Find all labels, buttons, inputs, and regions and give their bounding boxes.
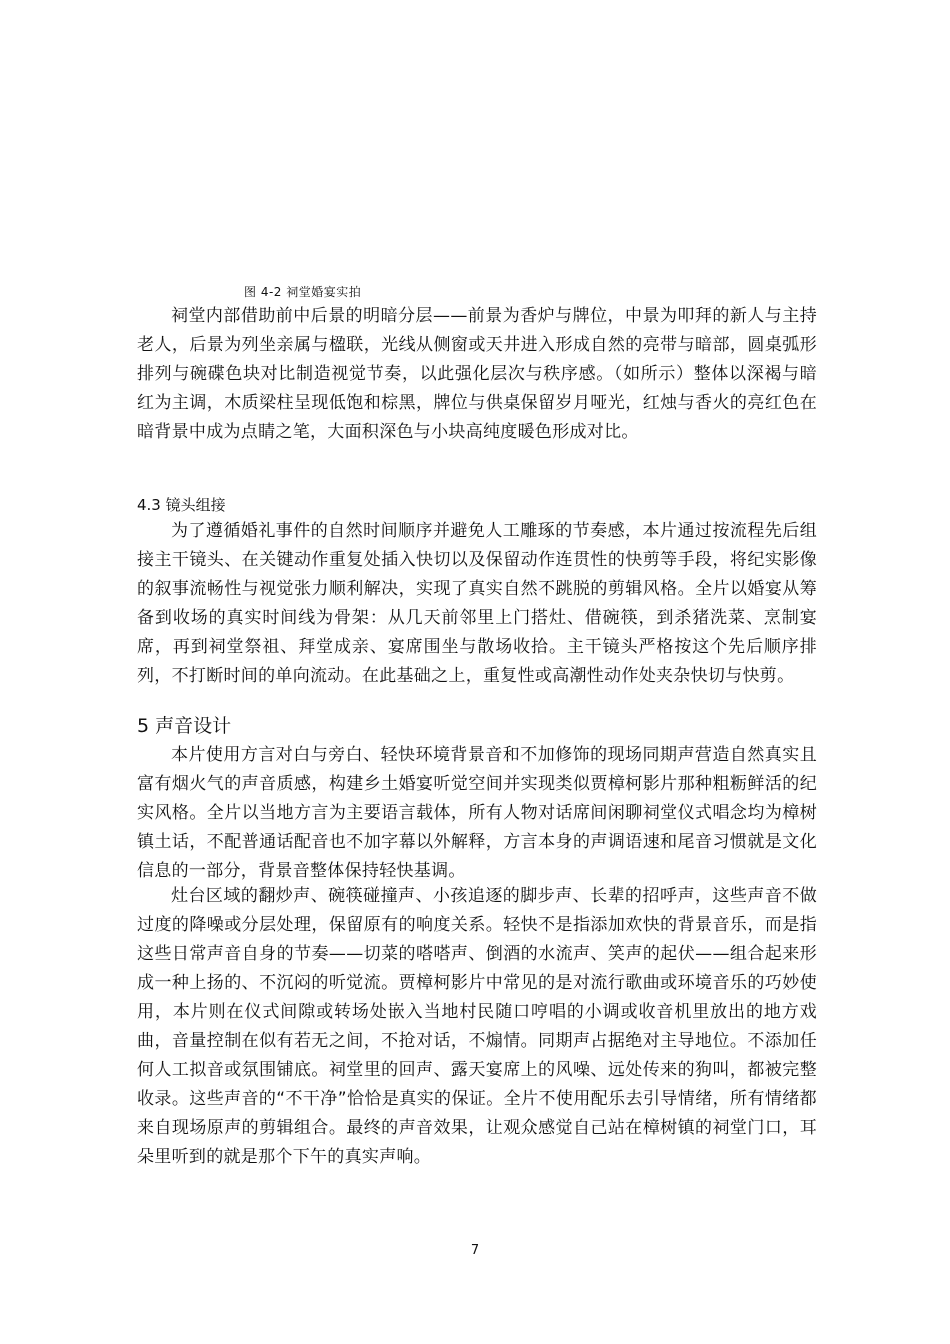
section-heading-editing: 4.3 镜头组接: [137, 496, 226, 514]
section-heading-sound: 5 声音设计: [137, 715, 232, 737]
paragraph-sound-dialect: 本片使用方言对白与旁白、轻快环境背景音和不加修饰的现场同期声营造自然真实且富有烟火气的声音质感，构建乡土婚宴听觉空间并实现类似贾樟柯影片那种粗粝鲜活的纪实风格。全片以当地方言为主要语言载体，所有人物对话席间闲聊祠堂仪式唱念均为樟树镇土话，不配普通话配音也不加字幕以外解释，方言本身的声调语速和尾音习惯就是文化信息的一部分，背景音整体保持轻快基调。: [137, 745, 817, 881]
paragraph-lighting-color: 祠堂内部借助前中后景的明暗分层——前景为香炉与牌位，中景为叩拜的新人与主持老人，后景为列坐亲属与楹联，光线从侧窗或天井进入形成自然的亮带与暗部，圆桌弧形排列与碗碟色块对比制造视觉节奏，以此强化层次与秩序感。（如所示）整体以深褐与暗红为主调，木质梁柱呈现低饱和棕黑，牌位与供桌保留岁月哑光，红烛与香火的亮红色在暗背景中成为点睛之笔，大面积深色与小块高纯度暖色形成对比。: [137, 306, 817, 442]
page-number: 7: [470, 1243, 480, 1258]
paragraph-editing: 为了遵循婚礼事件的自然时间顺序并避免人工雕琢的节奏感，本片通过按流程先后组接主干镜头、在关键动作重复处插入快切以及保留动作连贯性的快剪等手段，将纪实影像的叙事流畅性与视觉张力顺利解决，实现了真实自然不跳脱的剪辑风格。全片以婚宴从筹备到收场的真实时间线为骨架：从几天前邻里上门搭灶、借碗筷，到杀猪洗菜、烹制宴席，再到祠堂祭祖、拜堂成亲、宴席围坐与散场收拾。主干镜头严格按这个先后顺序排列，不打断时间的单向流动。在此基础之上，重复性或高潮性动作处夹杂快切与快剪。: [137, 521, 817, 686]
figure-caption: 图 4-2 祠堂婚宴实拍: [244, 285, 362, 299]
paragraph-sound-ambient: 灶台区域的翻炒声、碗筷碰撞声、小孩追逐的脚步声、长辈的招呼声，这些声音不做过度的降噪或分层处理，保留原有的响度关系。轻快不是指添加欢快的背景音乐，而是指这些日常声音自身的节奏——切菜的嗒嗒声、倒酒的水流声、笑声的起伏——组合起来形成一种上扬的、不沉闷的听觉流。贾樟柯影片中常见的是对流行歌曲或环境音乐的巧妙使用，本片则在仪式间隙或转场处嵌入当地村民随口哼唱的小调或收音机里放出的地方戏曲，音量控制在似有若无之间，不抢对话，不煽情。同期声占据绝对主导地位。不添加任何人工拟音或氛围铺底。祠堂里的回声、露天宴席上的风噪、远处传来的狗叫，都被完整收录。这些声音的“不干净”恰恰是真实的保证。全片不使用配乐去引导情绪，所有情绪都来自现场原声的剪辑组合。最终的声音效果，让观众感觉自己站在樟树镇的祠堂门口，耳朵里听到的就是那个下午的真实声响。: [137, 886, 817, 1167]
figure-image-area: [137, 40, 817, 278]
